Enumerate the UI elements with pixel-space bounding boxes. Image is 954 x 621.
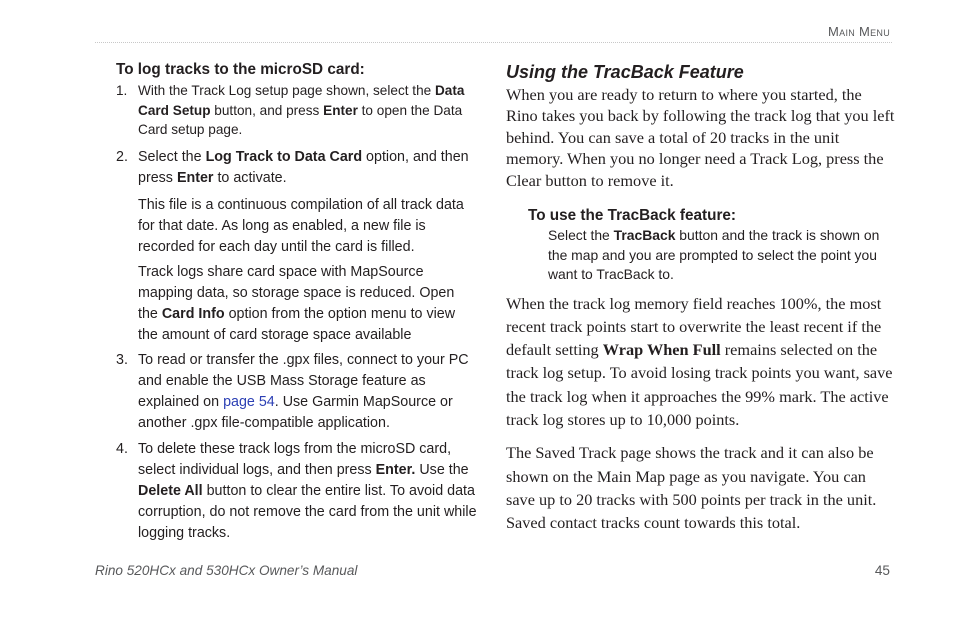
log-tracks-heading: To log tracks to the microSD card: — [116, 61, 365, 78]
log-track-term: Log Track to Data Card — [205, 148, 363, 165]
enter-term: Enter — [323, 102, 358, 118]
step-number: 2. — [116, 148, 128, 165]
step-1: 1. With the Track Log setup page shown, select the Data Card Setup button, and press Enter to open the Data Card setup page. — [116, 83, 465, 137]
page-number: 45 — [874, 563, 890, 578]
enter-term: Enter. — [375, 461, 416, 478]
step-2-note: This file is a continuous compilation of all track data for that date. As long as enabled, a new file is recorded for each day until the card is filled. — [138, 196, 464, 255]
data-card-setup-term: Data Card Setup — [138, 83, 465, 118]
step-3: 3. To read or transfer the .gpx files, connect to your PC and enable the USB Mass Storage feature as explained on page 54. Use Garmin MapSource or another .gpx file-compatible application. — [116, 351, 469, 431]
step-4: 4. To delete these track logs from the microSD card, select individual logs, and then press Enter. Use the Delete All button to clear the entire list. To avoid data corruption, do not remove the card from the unit while logging tracks. — [116, 440, 477, 541]
section-label: Main Menu — [828, 24, 890, 39]
tracback-instruction: Select the TracBack button and the track is shown on the map and you are prompted to select the point you want to TracBack to. — [548, 227, 880, 283]
tracback-subheading: To use the TracBack feature: — [528, 207, 736, 225]
page-54-link[interactable]: page 54 — [223, 393, 275, 410]
step-number: 1. — [116, 83, 128, 98]
card-info-term: Card Info — [161, 305, 225, 322]
step-2: 2. Select the Log Track to Data Card option, and then press Enter to activate. This file is a continuous compilation of all track data for that date. As long as enabled, a new file is recorded for each day until the card is filled. Track logs share card space with MapSource mapping data, so storage space is reduced. Open the Card Info option from the option menu to view the amount of card storage space available — [116, 147, 478, 346]
header-rule — [95, 42, 892, 43]
step-number: 3. — [116, 351, 128, 368]
step-2-note-2: Track logs share card space with MapSource mapping data, so storage space is reduced. Open the Card Info option from the option menu to view the amount of card storage space available — [138, 263, 456, 343]
enter-term: Enter — [176, 169, 214, 186]
delete-all-term: Delete All — [138, 482, 203, 499]
saved-track-paragraph: The Saved Track page shows the track and it can also be shown on the Main Map page as you navigate. You can save up to 20 tracks with 500 points per track in the unit. Saved contact tracks count towards this total. — [506, 443, 877, 533]
step-number: 4. — [116, 440, 128, 457]
track-memory-paragraph: When the track log memory field reaches 100%, the most recent track points start to overwrite the least recent if the default setting Wrap When Full remains selected on the track log setup. To avoid losing track points you want, save the track log when it approaches the 99% mark. The active track log stores up to 10,000 points. — [506, 293, 893, 430]
right-column — [506, 60, 896, 535]
tracback-term: TracBack — [613, 227, 676, 244]
tracback-intro: When you are ready to return to where you started, the Rino takes you back by following the track log that you left behind. You can save a total of 20 tracks in the unit memory. When you no longer need a Track Log, press the Clear button to remove it. — [506, 85, 895, 190]
footer-manual-title: Rino 520HCx and 530HCx Owner’s Manual — [95, 563, 358, 578]
wrap-when-full-term: Wrap When Full — [602, 340, 721, 360]
left-column — [116, 60, 478, 544]
tracback-heading: Using the TracBack Feature — [506, 62, 744, 82]
